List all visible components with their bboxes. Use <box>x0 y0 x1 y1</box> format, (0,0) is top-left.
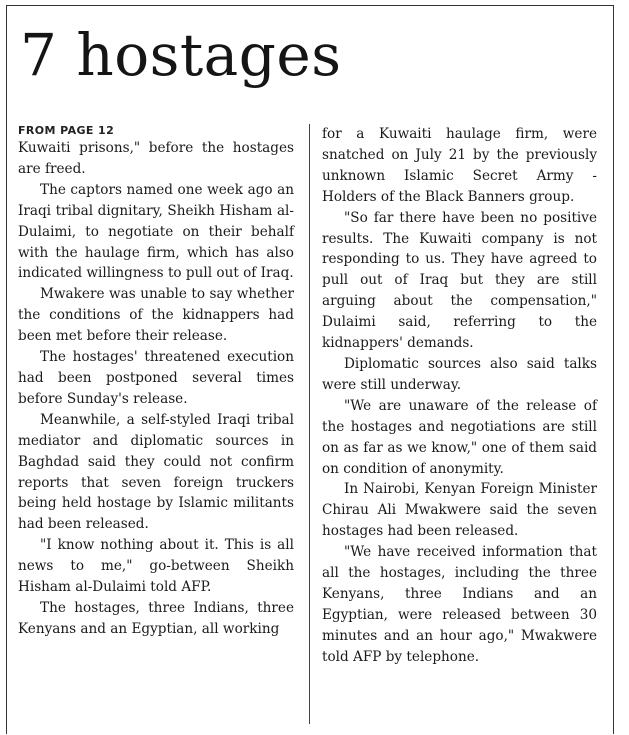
paragraph: "I know nothing about it. This is all news to me," go-between Sheikh Hisham al-Dulaimi told AFP. <box>18 537 294 596</box>
paragraph: In Nairobi, Kenyan Foreign Minister Chirau Ali Mwakwere said the seven hostages had been released. <box>322 481 597 540</box>
headline: 7 hostages <box>20 21 342 89</box>
column-divider <box>309 124 310 724</box>
right-column <box>322 124 597 668</box>
paragraph: for a Kuwaiti haulage firm, were snatched on July 21 by the previously unknown Islamic Secret Army - Holders of the Black Banners group. <box>322 126 597 205</box>
paragraph: "We are unaware of the release of the hostages and negotiations are still on as far as we know," one of them said on condition of anonymity. <box>322 397 597 477</box>
paragraph: Diplomatic sources also said talks were still underway. <box>322 355 597 393</box>
paragraph: "So far there have been no positive results. The Kuwaiti company is not responding to us. They have agreed to pull out of Iraq but they are still arguing about the compensation," Dulaimi said, referring to the kidnappers' demands. <box>322 209 597 352</box>
paragraph: The hostages, three Indians, three Kenyans and an Egyptian, all working <box>18 599 294 637</box>
paragraph: Mwakere was unable to say whether the conditions of the kidnappers had been met before their release. <box>18 286 294 345</box>
paragraph: Kuwaiti prisons," before the hostages are freed. <box>18 140 294 177</box>
left-column <box>18 124 294 640</box>
paragraph: "We have received information that all the hostages, including the three Kenyans, three Indians and an Egyptian, were released between 30 minutes and an hour ago," Mwakwere told AFP by telephone. <box>322 544 597 665</box>
kicker: FROM PAGE 12 <box>18 124 115 137</box>
paragraph: The hostages' threatened execution had been postponed several times before Sunday's release. <box>18 349 294 407</box>
paragraph: The captors named one week ago an Iraqi tribal dignitary, Sheikh Hisham al-Dulaimi, to negotiate on their behalf with the haulage firm, which has also indicated willingness to pull out of Iraq. <box>18 181 294 282</box>
paragraph: Meanwhile, a self-styled Iraqi tribal mediator and diplomatic sources in Baghdad said they could not confirm reports that seven foreign truckers being held hostage by Islamic militants had been released. <box>18 411 294 533</box>
